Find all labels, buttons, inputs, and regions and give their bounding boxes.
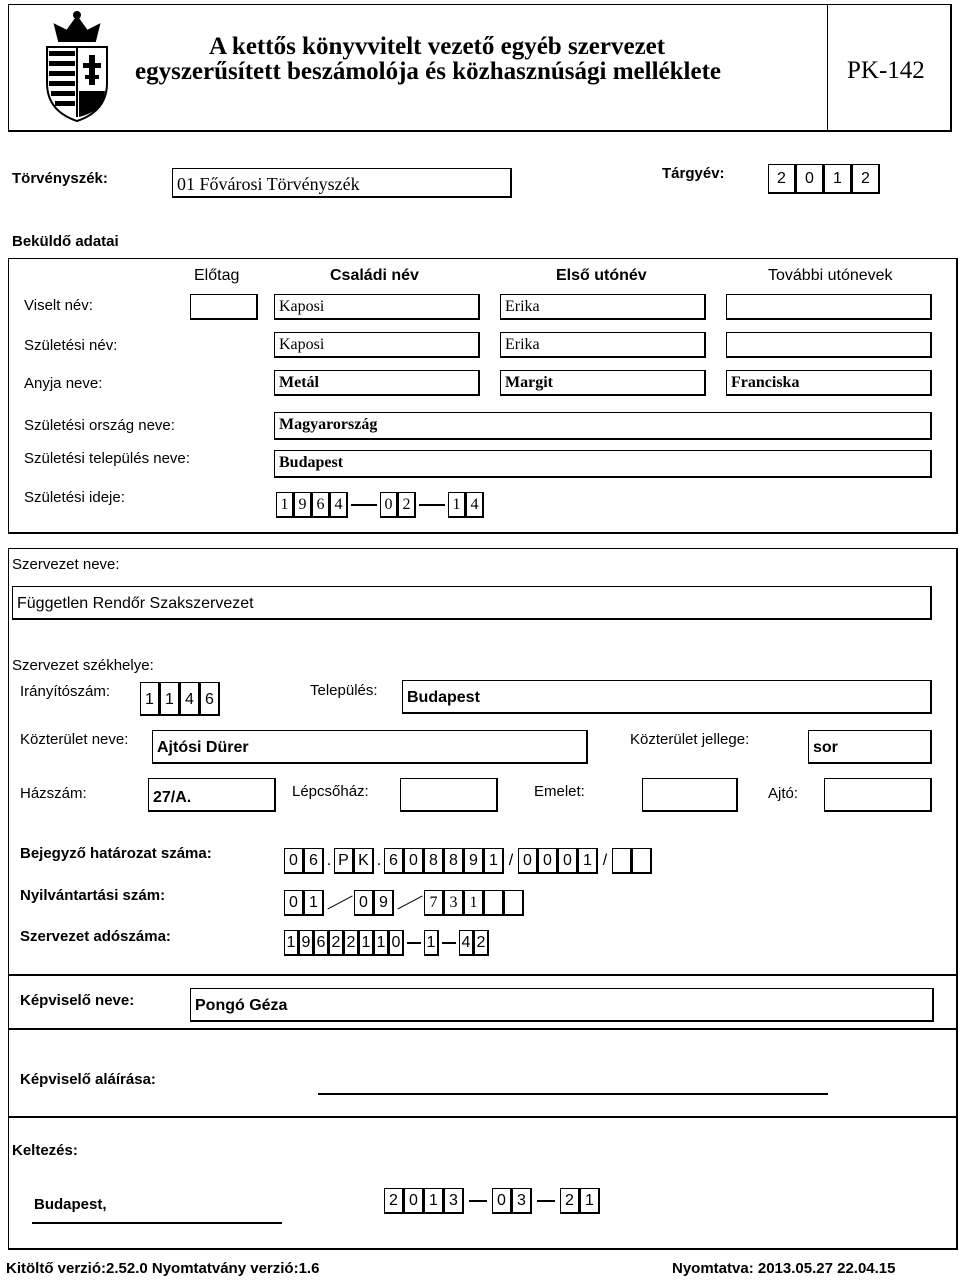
current-other-field[interactable] xyxy=(726,294,932,320)
tax-digit[interactable]: 6 xyxy=(314,930,329,956)
dating-place[interactable]: Budapest, xyxy=(34,1196,107,1213)
col-family-header: Családi név xyxy=(330,267,419,284)
diagonal-separator xyxy=(324,891,354,915)
city-field[interactable]: Budapest xyxy=(402,680,932,714)
current-name-label: Viselt név: xyxy=(24,297,93,314)
decision-number-cells[interactable] xyxy=(284,848,652,874)
date-separator xyxy=(537,1200,555,1202)
date-separator xyxy=(419,504,445,506)
court-label: Törvényszék: xyxy=(12,170,108,187)
tax-separator xyxy=(442,942,456,944)
org-name-field[interactable]: Független Rendőr Szakszervezet xyxy=(12,586,932,620)
tax-digit[interactable]: 2 xyxy=(344,930,359,956)
zip-digit[interactable]: 1 xyxy=(140,682,160,716)
zip-digit[interactable]: 4 xyxy=(180,682,200,716)
house-label: Házszám: xyxy=(20,785,87,802)
org-hq-label: Szervezet székhelye: xyxy=(12,657,154,674)
header-box xyxy=(8,4,952,132)
birth-name-label: Születési név: xyxy=(24,337,118,354)
year-digit[interactable]: 2 xyxy=(768,164,796,194)
decision-char[interactable]: 6 xyxy=(384,848,404,874)
dating-year-digit[interactable]: 3 xyxy=(444,1188,464,1214)
court-field[interactable]: 01 Fővárosi Törvényszék xyxy=(172,168,512,198)
zip-label: Irányítószám: xyxy=(20,683,111,700)
birth-year-digit[interactable]: 6 xyxy=(312,492,330,518)
floor-label: Emelet: xyxy=(534,783,585,800)
door-label: Ajtó: xyxy=(768,785,799,802)
birth-date-label: Születési ideje: xyxy=(24,489,125,506)
tax-digit[interactable]: 1 xyxy=(424,930,439,956)
zip-digit[interactable]: 6 xyxy=(200,682,220,716)
decision-char[interactable]: P xyxy=(334,848,354,874)
city-label: Település: xyxy=(310,682,378,699)
representative-name-field[interactable]: Pongó Géza xyxy=(190,988,934,1022)
birth-day-digit[interactable]: 1 xyxy=(448,492,466,518)
floor-field[interactable] xyxy=(642,778,738,812)
record-char[interactable]: 9 xyxy=(374,890,394,916)
tax-number-label: Szervezet adószáma: xyxy=(20,928,171,945)
signature-line[interactable] xyxy=(318,1093,828,1095)
decision-char[interactable]: 8 xyxy=(424,848,444,874)
decision-char[interactable]: 1 xyxy=(484,848,504,874)
tax-number-cells[interactable] xyxy=(284,930,489,956)
tax-digit[interactable]: 2 xyxy=(329,930,344,956)
tax-digit[interactable]: 2 xyxy=(474,930,489,956)
record-char[interactable]: 7 xyxy=(424,890,444,916)
decision-char[interactable] xyxy=(612,848,632,874)
record-char[interactable]: 1 xyxy=(464,890,484,916)
slash-separator: / xyxy=(508,852,514,869)
year-cells[interactable] xyxy=(768,164,880,194)
record-char[interactable]: 3 xyxy=(444,890,464,916)
year-label: Tárgyév: xyxy=(662,165,725,182)
zip-cells[interactable] xyxy=(140,682,220,716)
tax-digit[interactable]: 1 xyxy=(359,930,374,956)
tax-digit[interactable]: 4 xyxy=(459,930,474,956)
tax-digit[interactable]: 0 xyxy=(389,930,404,956)
col-other-header: További utónevek xyxy=(768,267,893,284)
street-field[interactable]: Ajtósi Dürer xyxy=(152,730,588,764)
mother-family-field[interactable]: Metál xyxy=(274,370,480,396)
decision-number-label: Bejegyző határozat száma: xyxy=(20,845,212,862)
year-digit[interactable]: 2 xyxy=(852,164,880,194)
date-separator xyxy=(469,1200,487,1202)
birth-month-digit[interactable]: 2 xyxy=(398,492,416,518)
coat-of-arms-icon xyxy=(29,11,125,123)
birth-city-label: Születési település neve: xyxy=(24,450,190,467)
birth-date-cells[interactable] xyxy=(276,492,484,518)
date-separator xyxy=(351,504,377,506)
col-first-header: Első utónév xyxy=(556,267,647,284)
decision-char[interactable]: 0 xyxy=(538,848,558,874)
tax-separator xyxy=(407,942,421,944)
current-first-field[interactable]: Erika xyxy=(500,294,706,320)
decision-char[interactable]: 8 xyxy=(444,848,464,874)
birth-family-field[interactable]: Kaposi xyxy=(274,332,480,358)
decision-char[interactable]: 0 xyxy=(284,848,304,874)
decision-char[interactable]: 0 xyxy=(404,848,424,874)
dating-day-digit[interactable]: 1 xyxy=(580,1188,600,1214)
birth-month-digit[interactable]: 0 xyxy=(380,492,398,518)
sender-section-label: Beküldő adatai xyxy=(12,233,119,250)
record-char[interactable] xyxy=(484,890,504,916)
form-code: PK-142 xyxy=(847,57,925,84)
birth-year-digit[interactable]: 4 xyxy=(330,492,348,518)
dating-month-digit[interactable]: 3 xyxy=(512,1188,532,1214)
street-type-field[interactable]: sor xyxy=(808,730,932,764)
street-label: Közterület neve: xyxy=(20,731,129,748)
col-prefix-header: Előtag xyxy=(194,267,240,284)
dating-month-digit[interactable]: 0 xyxy=(492,1188,512,1214)
form-title-line1: A kettős könyvvitelt vezető egyéb szervezet xyxy=(209,33,666,60)
record-char[interactable]: 0 xyxy=(354,890,374,916)
footer-version: Kitöltő verzió:2.52.0 Nyomtatvány verzió:1.6 xyxy=(6,1260,320,1277)
current-prefix-field[interactable] xyxy=(190,294,258,320)
current-family-field[interactable]: Kaposi xyxy=(274,294,480,320)
decision-char[interactable]: 0 xyxy=(518,848,538,874)
stair-label: Lépcsőház: xyxy=(292,783,369,800)
stair-field[interactable] xyxy=(400,778,498,812)
dating-place-line xyxy=(32,1222,282,1224)
door-field[interactable] xyxy=(824,778,932,812)
decision-char[interactable]: K xyxy=(354,848,374,874)
year-digit[interactable]: 1 xyxy=(824,164,852,194)
dating-year-digit[interactable]: 1 xyxy=(424,1188,444,1214)
dating-date-cells[interactable] xyxy=(384,1188,600,1214)
house-field[interactable]: 27/A. xyxy=(148,778,276,812)
dating-year-digit[interactable]: 2 xyxy=(384,1188,404,1214)
decision-char[interactable]: 1 xyxy=(578,848,598,874)
decision-char[interactable]: 9 xyxy=(464,848,484,874)
birth-city-field[interactable]: Budapest xyxy=(274,450,932,478)
birth-year-digit[interactable]: 9 xyxy=(294,492,312,518)
birth-country-field[interactable]: Magyarország xyxy=(274,412,932,440)
slash-separator: / xyxy=(602,852,608,869)
signature-label: Képviselő aláírása: xyxy=(20,1071,156,1088)
birth-country-label: Születési ország neve: xyxy=(24,417,175,434)
dating-section xyxy=(8,1118,958,1250)
mother-name-label: Anyja neve: xyxy=(24,375,103,392)
footer-printed: Nyomtatva: 2013.05.27 22.04.15 xyxy=(672,1260,896,1277)
dot-separator: . xyxy=(376,852,382,869)
birth-year-digit[interactable]: 1 xyxy=(276,492,294,518)
zip-digit[interactable]: 1 xyxy=(160,682,180,716)
representative-name-label: Képviselő neve: xyxy=(20,992,135,1009)
birth-first-field[interactable]: Erika xyxy=(500,332,706,358)
record-char[interactable] xyxy=(504,890,524,916)
tax-digit[interactable]: 9 xyxy=(299,930,314,956)
tax-digit[interactable]: 1 xyxy=(374,930,389,956)
header-divider xyxy=(827,5,828,131)
dot-separator: . xyxy=(326,852,332,869)
year-digit[interactable]: 0 xyxy=(796,164,824,194)
record-number-label: Nyilvántartási szám: xyxy=(20,887,166,904)
birth-other-field[interactable] xyxy=(726,332,932,358)
dating-year-digit[interactable]: 0 xyxy=(404,1188,424,1214)
decision-char[interactable]: 0 xyxy=(558,848,578,874)
dating-label: Keltezés: xyxy=(12,1142,78,1159)
street-type-label: Közterület jellege: xyxy=(630,731,750,748)
dating-day-digit[interactable]: 2 xyxy=(560,1188,580,1214)
decision-char[interactable]: 6 xyxy=(304,848,324,874)
birth-day-digit[interactable]: 4 xyxy=(466,492,484,518)
form-title-line2: egyszerűsített beszámolója és közhasznúsági melléklete xyxy=(135,58,721,85)
tax-digit[interactable]: 1 xyxy=(284,930,299,956)
diagonal-separator xyxy=(394,891,424,915)
decision-char[interactable] xyxy=(632,848,652,874)
org-name-label: Szervezet neve: xyxy=(12,556,120,573)
mother-other-field[interactable]: Franciska xyxy=(726,370,932,396)
record-char[interactable]: 0 xyxy=(284,890,304,916)
record-number-cells[interactable] xyxy=(284,890,524,916)
mother-first-field[interactable]: Margit xyxy=(500,370,706,396)
record-char[interactable]: 1 xyxy=(304,890,324,916)
